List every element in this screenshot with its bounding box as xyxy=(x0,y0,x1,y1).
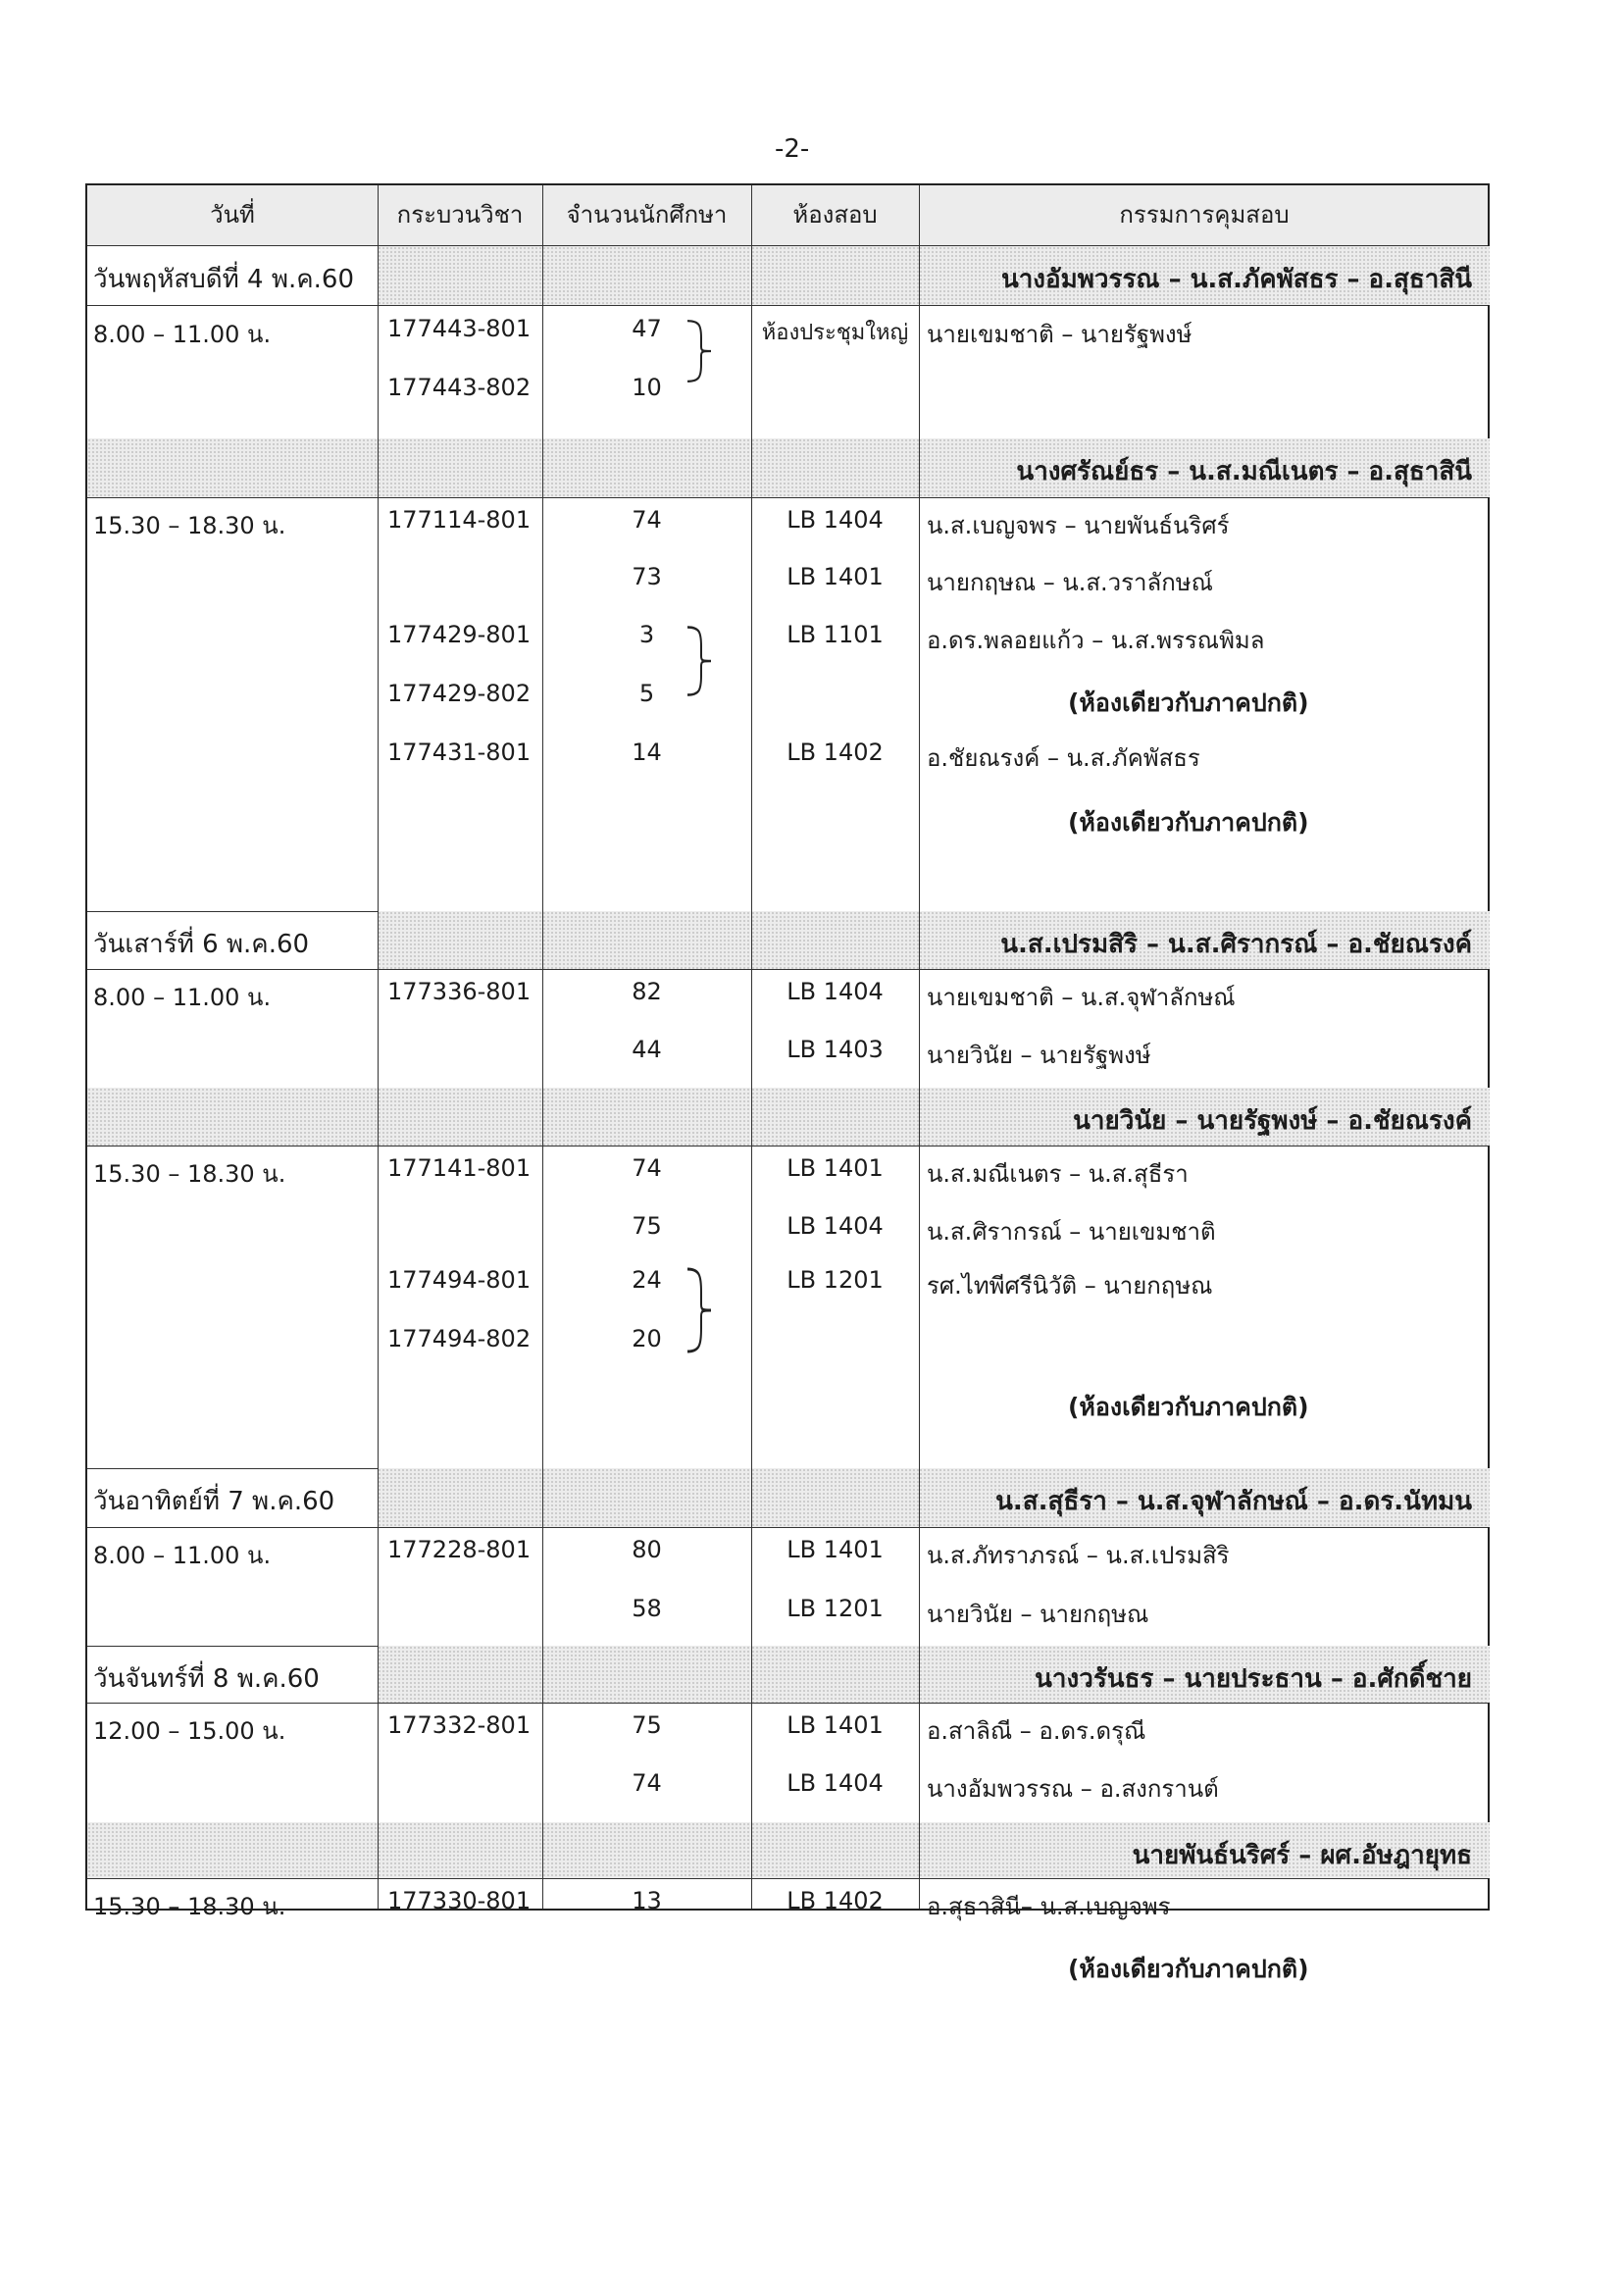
header-proctors: กรรมการคุมสอบ xyxy=(1119,201,1290,229)
course-code: 177332-801 xyxy=(387,1711,532,1739)
group-brace xyxy=(685,1266,713,1354)
header-room: ห้องสอบ xyxy=(792,201,878,229)
student-count: 74 xyxy=(632,1769,662,1797)
exam-room: LB 1401 xyxy=(787,1154,884,1182)
course-code: 177114-801 xyxy=(387,506,532,534)
shaded-band xyxy=(542,438,751,497)
proctor-names: นายกฤษณ – น.ส.วราลักษณ์ xyxy=(927,569,1213,596)
same-room-note: (ห้องเดียวกับภาคปกติ) xyxy=(1068,1393,1309,1421)
section-header-row xyxy=(87,1088,1488,1147)
student-count: 80 xyxy=(632,1536,662,1563)
student-count: 73 xyxy=(632,563,662,590)
section-header-row xyxy=(87,911,1488,970)
section-body xyxy=(87,969,1488,1089)
shaded-band xyxy=(542,246,751,305)
exam-room: LB 1201 xyxy=(787,1595,884,1622)
exam-room: LB 1402 xyxy=(787,1887,884,1914)
course-code: 177494-802 xyxy=(387,1325,532,1352)
student-count: 74 xyxy=(632,1154,662,1182)
shaded-band xyxy=(751,911,919,969)
proctor-names: อ.ชัยณรงค์ – น.ส.ภัคพัสธร xyxy=(927,744,1200,772)
student-count: 74 xyxy=(632,506,662,534)
same-room-note: (ห้องเดียวกับภาคปกติ) xyxy=(1068,1955,1309,1983)
same-room-note: (ห้องเดียวกับภาคปกติ) xyxy=(1068,808,1309,837)
section-date: วันเสาร์ที่ 6 พ.ค.60 xyxy=(93,930,310,959)
exam-room: LB 1201 xyxy=(787,1266,884,1294)
exam-room: LB 1101 xyxy=(787,621,884,648)
proctor-names: นายวินัย – นายกฤษณ xyxy=(927,1601,1149,1628)
shaded-band xyxy=(378,438,542,497)
course-code: 177494-801 xyxy=(387,1266,532,1294)
proctor-names: น.ส.ภัทราภรณ์ – น.ส.เปรมสิริ xyxy=(927,1542,1230,1569)
student-count: 5 xyxy=(638,680,655,707)
exam-time: 15.30 – 18.30 น. xyxy=(93,1893,286,1920)
exam-room: LB 1404 xyxy=(787,978,884,1005)
section-header-row xyxy=(87,438,1488,498)
shaded-band xyxy=(378,911,542,969)
proctor-names: นายวินัย – นายรัฐพงษ์ xyxy=(927,1042,1151,1069)
exam-room: LB 1402 xyxy=(787,739,884,766)
exam-room: LB 1403 xyxy=(787,1036,884,1063)
student-count: 13 xyxy=(632,1887,662,1914)
course-code: 177336-801 xyxy=(387,978,532,1005)
student-count: 75 xyxy=(632,1212,662,1240)
section-header-row xyxy=(87,1822,1488,1879)
section-date: วันจันทร์ที่ 8 พ.ค.60 xyxy=(93,1664,320,1694)
exam-room: LB 1401 xyxy=(787,563,884,590)
section-body xyxy=(87,306,1488,439)
table-header-row xyxy=(87,185,1488,246)
column-divider xyxy=(378,185,379,1909)
shaded-band xyxy=(751,1822,919,1878)
section-body xyxy=(87,1703,1488,1823)
student-count: 47 xyxy=(632,315,662,342)
shaded-band xyxy=(378,1646,542,1703)
section-supervisors: น.ส.สุธีรา – น.ส.จุฬาลักษณ์ – อ.ดร.นัทมน xyxy=(995,1487,1472,1516)
group-brace xyxy=(685,319,713,383)
exam-room: LB 1404 xyxy=(787,1212,884,1240)
proctor-names: รศ.ไทพีศรีนิวัติ – นายกฤษณ xyxy=(927,1272,1213,1300)
section-date: วันอาทิตย์ที่ 7 พ.ค.60 xyxy=(93,1487,335,1516)
exam-room: LB 1404 xyxy=(787,1769,884,1797)
section-supervisors: นายพันธ์นริศร์ – ผศ.อัษฎายุทธ xyxy=(1132,1841,1472,1870)
course-code: 177443-801 xyxy=(387,315,532,342)
section-header-row xyxy=(87,1646,1488,1704)
shaded-band xyxy=(87,438,378,497)
shaded-band xyxy=(751,246,919,305)
student-count: 10 xyxy=(632,374,662,401)
column-divider xyxy=(751,185,752,1909)
section-header-row xyxy=(87,1468,1488,1528)
section-supervisors: น.ส.เปรมสิริ – น.ส.ศิรากรณ์ – อ.ชัยณรงค์ xyxy=(1000,930,1472,959)
same-room-note: (ห้องเดียวกับภาคปกติ) xyxy=(1068,688,1309,717)
header-course: กระบวนวิชา xyxy=(396,201,524,229)
student-count: 14 xyxy=(632,739,662,766)
shaded-band xyxy=(87,1088,378,1146)
student-count: 58 xyxy=(632,1595,662,1622)
course-code: 177429-801 xyxy=(387,621,532,648)
shaded-band xyxy=(751,1646,919,1703)
proctor-names: น.ส.ศิรากรณ์ – นายเขมชาติ xyxy=(927,1218,1216,1246)
course-code: 177141-801 xyxy=(387,1154,532,1182)
shaded-band xyxy=(378,246,542,305)
proctor-names: น.ส.มณีเนตร – น.ส.สุธีรา xyxy=(927,1160,1189,1188)
exam-room: LB 1404 xyxy=(787,506,884,534)
shaded-band xyxy=(542,1088,751,1146)
section-body xyxy=(87,497,1488,912)
shaded-band xyxy=(542,1468,751,1527)
exam-time: 15.30 – 18.30 น. xyxy=(93,1160,286,1188)
student-count: 20 xyxy=(632,1325,662,1352)
exam-room: ห้องประชุมใหญ่ xyxy=(761,321,909,345)
shaded-band xyxy=(751,1468,919,1527)
student-count: 3 xyxy=(638,621,655,648)
shaded-band xyxy=(751,438,919,497)
proctor-names: อ.ดร.พลอยแก้ว – น.ส.พรรณพิมล xyxy=(927,627,1265,654)
shaded-band xyxy=(378,1088,542,1146)
proctor-names: อ.สุธาสินี– น.ส.เบญจพร xyxy=(927,1893,1171,1920)
course-code: 177443-802 xyxy=(387,374,532,401)
exam-time: 8.00 – 11.00 น. xyxy=(93,321,272,348)
proctor-names: นายเขมชาติ – น.ส.จุฬาลักษณ์ xyxy=(927,984,1236,1011)
student-count: 82 xyxy=(632,978,662,1005)
section-header-row xyxy=(87,246,1488,306)
course-code: 177330-801 xyxy=(387,1887,532,1914)
exam-room: LB 1401 xyxy=(787,1711,884,1739)
header-date: วันที่ xyxy=(210,201,255,229)
section-body xyxy=(87,1527,1488,1647)
section-supervisors: นางอัมพวรรณ – น.ส.ภัคพัสธร – อ.สุธาสินี xyxy=(1000,265,1472,294)
student-count: 75 xyxy=(632,1711,662,1739)
student-count: 24 xyxy=(632,1266,662,1294)
shaded-band xyxy=(87,1822,378,1878)
section-supervisors: นายวินัย – นายรัฐพงษ์ – อ.ชัยณรงค์ xyxy=(1073,1106,1472,1136)
exam-time: 8.00 – 11.00 น. xyxy=(93,984,272,1011)
shaded-band xyxy=(378,1822,542,1878)
exam-room: LB 1401 xyxy=(787,1536,884,1563)
course-code: 177429-802 xyxy=(387,680,532,707)
group-brace xyxy=(685,625,713,697)
page-number: -2- xyxy=(775,134,810,164)
shaded-band xyxy=(378,1468,542,1527)
column-divider xyxy=(542,185,543,1909)
student-count: 44 xyxy=(632,1036,662,1063)
exam-time: 15.30 – 18.30 น. xyxy=(93,512,286,539)
exam-time: 12.00 – 15.00 น. xyxy=(93,1717,286,1745)
section-supervisors: นางศรัณย์ธร – น.ส.มณีเนตร – อ.สุธาสินี xyxy=(1016,457,1472,486)
proctor-names: นางอัมพวรรณ – อ.สงกรานต์ xyxy=(927,1775,1219,1803)
shaded-band xyxy=(542,1822,751,1878)
shaded-band xyxy=(542,1646,751,1703)
header-students: จำนวนนักศึกษา xyxy=(566,201,728,229)
proctor-names: นายเขมชาติ – นายรัฐพงษ์ xyxy=(927,321,1193,348)
exam-time: 8.00 – 11.00 น. xyxy=(93,1542,272,1569)
course-code: 177228-801 xyxy=(387,1536,532,1563)
course-code: 177431-801 xyxy=(387,739,532,766)
section-body xyxy=(87,1146,1488,1469)
shaded-band xyxy=(542,911,751,969)
column-divider xyxy=(919,185,920,1909)
section-supervisors: นางวรันธร – นายประธาน – อ.ศักดิ์ชาย xyxy=(1035,1664,1472,1694)
shaded-band xyxy=(751,1088,919,1146)
section-date: วันพฤหัสบดีที่ 4 พ.ค.60 xyxy=(93,265,355,294)
proctor-names: น.ส.เบญจพร – นายพันธ์นริศร์ xyxy=(927,512,1230,539)
exam-schedule-table xyxy=(85,183,1490,1983)
proctor-names: อ.สาลิณี – อ.ดร.ดรุณี xyxy=(927,1717,1146,1745)
section-body xyxy=(87,1878,1488,1983)
